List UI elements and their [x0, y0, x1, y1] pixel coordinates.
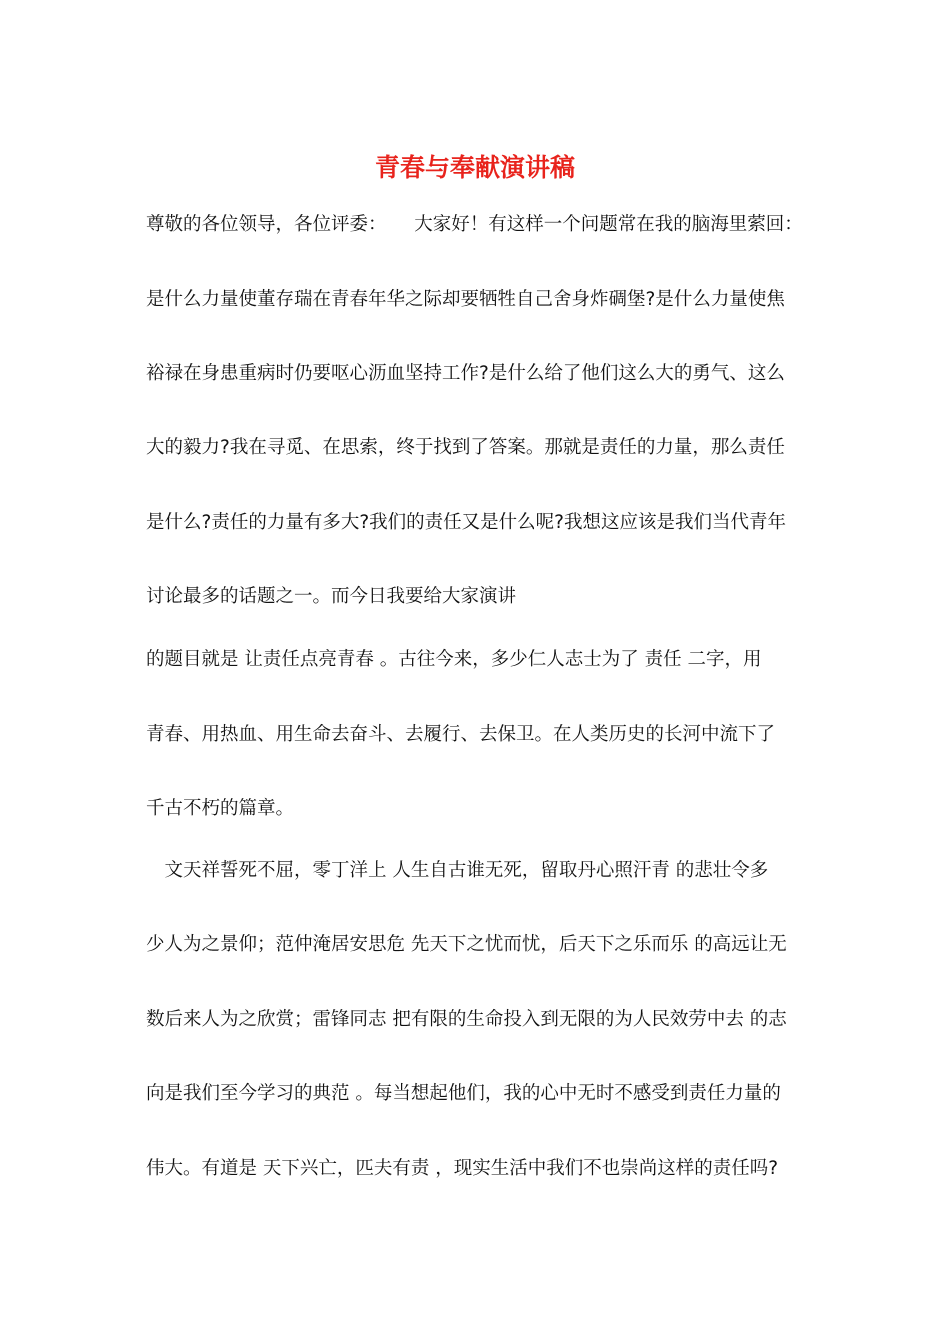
paragraph-line: 裕禄在身患重病时仍要呕心沥血坚持工作?是什么给了他们这么大的勇气、这么 — [146, 363, 785, 384]
paragraph-line: 少人为之景仰；范仲淹居安思危 先天下之忧而忧，后天下之乐而乐 的高远让无 — [146, 934, 787, 955]
paragraph-line: 千古不朽的篇章。 — [146, 798, 295, 819]
paragraph-line: 青春、用热血、用生命去奋斗、去履行、去保卫。在人类历史的长河中流下了 — [146, 724, 776, 745]
paragraph-line: 讨论最多的话题之一。而今日我要给大家演讲 — [146, 586, 517, 607]
paragraph-line: 数后来人为之欣赏；雷锋同志 把有限的生命投入到无限的为人民效劳中去 的志 — [146, 1009, 787, 1030]
paragraph-line: 大的毅力?我在寻觅、在思索，终于找到了答案。那就是责任的力量，那么责任 — [146, 437, 785, 458]
paragraph-line: 是什么力量使董存瑞在青春年华之际却要牺牲自己舍身炸碉堡?是什么力量使焦 — [146, 289, 785, 310]
paragraph-line: 尊敬的各位领导，各位评委： 大家好！有这样一个问题常在我的脑海里萦回： — [146, 214, 803, 235]
paragraph-line: 是什么?责任的力量有多大?我们的责任又是什么呢?我想这应该是我们当代青年 — [146, 512, 786, 533]
paragraph-line: 文天祥誓死不屈，零丁洋上 人生自古谁无死，留取丹心照汗青 的悲壮令多 — [146, 860, 769, 881]
paragraph-line: 伟大。有道是 天下兴亡，匹夫有责 ，现实生活中我们不也崇尚这样的责任吗? — [146, 1158, 779, 1179]
paragraph-line: 向是我们至今学习的典范 。每当想起他们，我的心中无时不感受到责任力量的 — [146, 1083, 781, 1104]
paragraph-line: 的题目就是 让责任点亮青春 。古往今来，多少仁人志士为了 责任 二字，用 — [146, 649, 762, 670]
document-title: 青春与奉献演讲稿 — [374, 153, 575, 182]
